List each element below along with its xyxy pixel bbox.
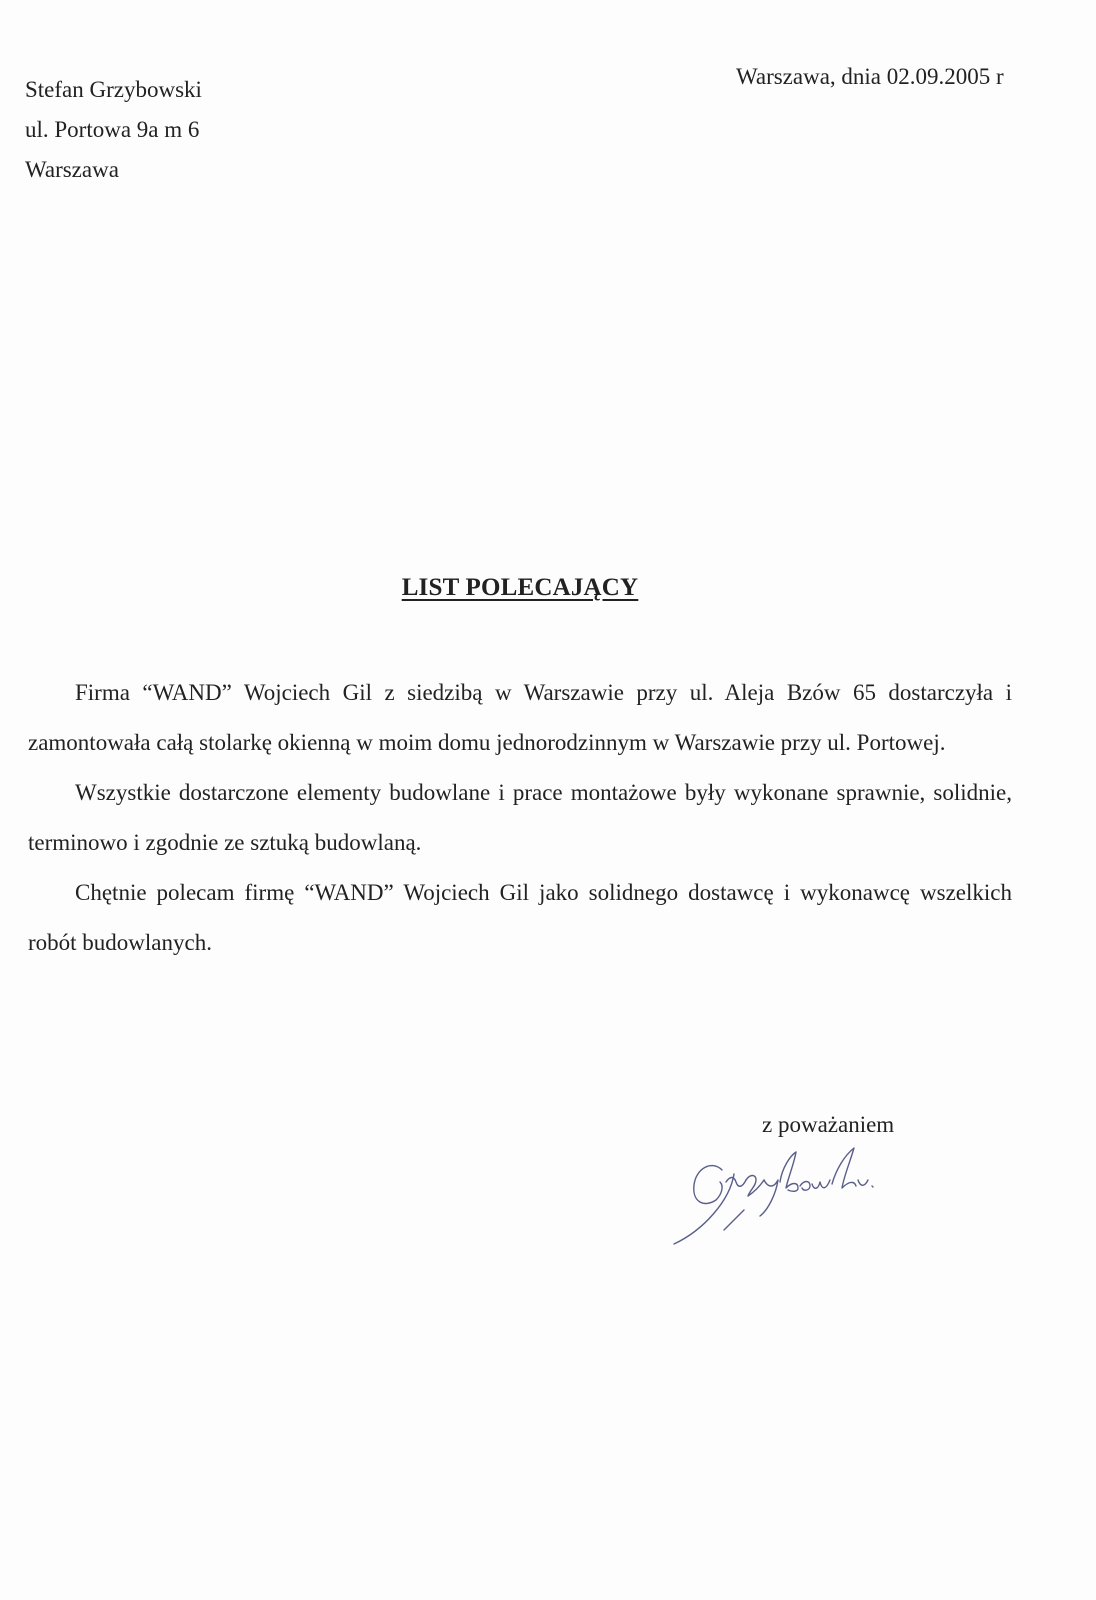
- paragraph-2: Wszystkie dostarczone elementy budowlane i prace montażowe były wykonane sprawnie, solidnie, terminowo i zgodnie ze sztuką budowlaną.: [28, 780, 1012, 855]
- paragraph-3: Chętnie polecam firmę “WAND” Wojciech Gil jako solidnego dostawcę i wykonawcę wszelkich robót budowlanych.: [28, 880, 1012, 955]
- date-line: Warszawa, dnia 02.09.2005 r: [736, 64, 1004, 89]
- closing-salutation: z poważaniem: [762, 1112, 895, 1137]
- letter-title: LIST POLECAJĄCY: [401, 574, 639, 601]
- letter-body: [28, 668, 1012, 968]
- sender-name: Stefan Grzybowski: [25, 77, 202, 102]
- paragraph-1: Firma “WAND” Wojciech Gil z siedzibą w Warszawie przy ul. Aleja Bzów 65 dostarczyła i zamontowała całą stolarkę okienną w moim domu jednorodzinnym w Warszawie przy ul. Portowej.: [28, 680, 1012, 755]
- handwritten-signature: [664, 1130, 904, 1260]
- sender-address: [25, 70, 202, 190]
- sender-city: Warszawa: [25, 157, 119, 182]
- sender-street: ul. Portowa 9a m 6: [25, 117, 200, 142]
